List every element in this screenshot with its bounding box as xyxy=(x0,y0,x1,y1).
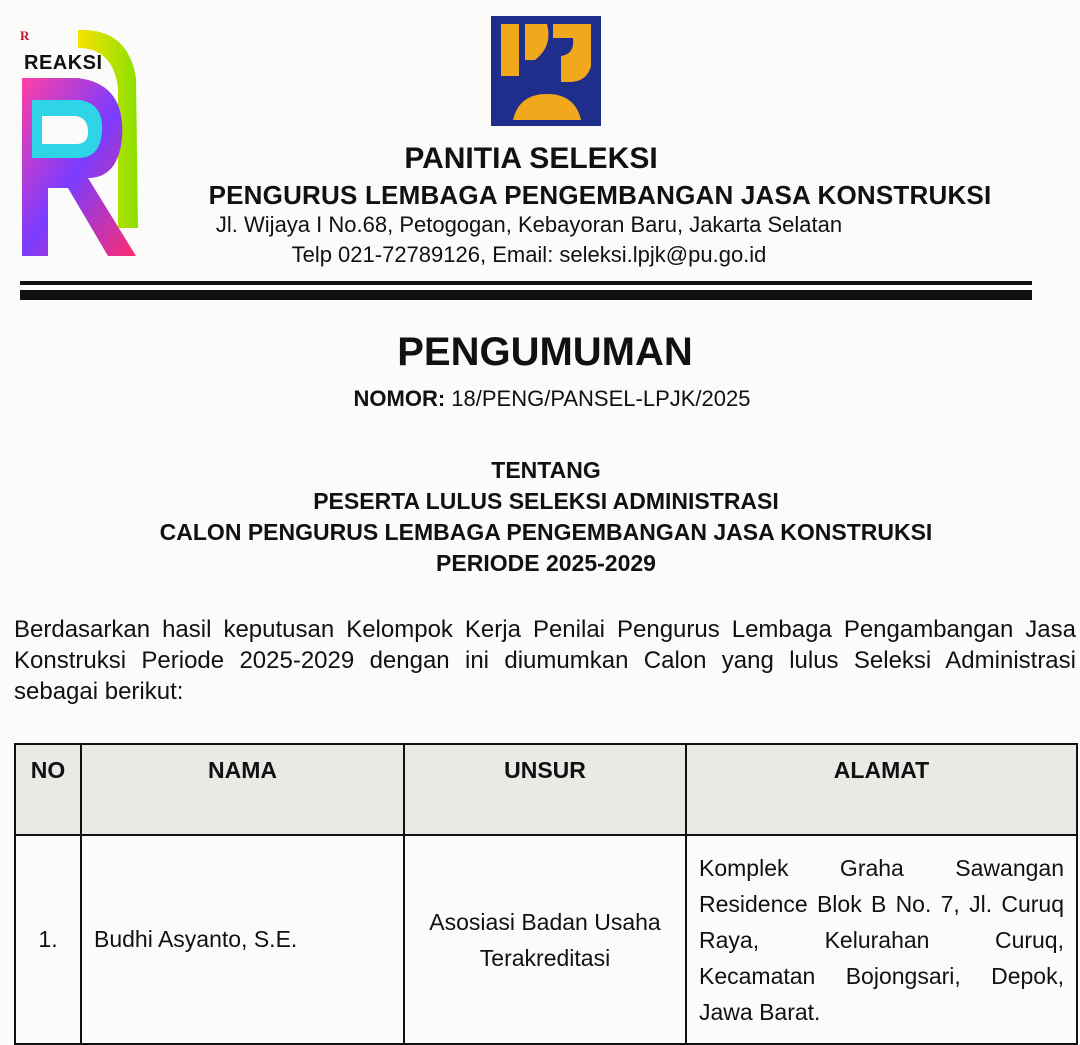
committee-subtitle: PENGURUS LEMBAGA PENGEMBANGAN JASA KONSTRUKSI xyxy=(208,180,992,210)
header-unsur: UNSUR xyxy=(404,744,686,835)
pu-ministry-logo xyxy=(491,16,601,126)
cell-alamat: Komplek Graha Sawangan Residence Blok B No. 7, Jl. Curuq Raya, Kelurahan Curuq, Kecamatan Bojongsari, Depok, Jawa Barat. xyxy=(686,835,1077,1044)
header-rule-thick xyxy=(20,290,1032,300)
about-line-4: PERIODE 2025-2029 xyxy=(436,550,656,576)
announcement-number xyxy=(0,386,1080,412)
committee-address: Jl. Wijaya I No.68, Petogogan, Kebayoran Baru, Jakarta Selatan xyxy=(215,212,843,237)
about-line-3: CALON PENGURUS LEMBAGA PENGEMBANGAN JASA KONSTRUKSI xyxy=(159,519,933,545)
cell-nama: Budhi Asyanto, S.E. xyxy=(81,835,404,1044)
announcement-body: Berdasarkan hasil keputusan Kelompok Kerja Penilai Pengurus Lembaga Pengambangan Jasa Konstruksi Periode 2025-2029 dengan ini diumumkan Calon yang lulus Seleksi Administrasi sebagai berikut: xyxy=(14,616,1076,705)
committee-contact: Telp 021-72789126, Email: seleksi.lpjk@pu.go.id xyxy=(291,242,767,267)
committee-title: PANITIA SELEKSI xyxy=(404,142,658,175)
table-row xyxy=(15,835,1077,1044)
header-rule-thin xyxy=(20,281,1032,285)
about-line-2: PESERTA LULUS SELEKSI ADMINISTRASI xyxy=(313,488,779,514)
header-nama: NAMA xyxy=(81,744,404,835)
announcement-number-label: NOMOR: xyxy=(353,386,446,411)
header-alamat: ALAMAT xyxy=(686,744,1077,835)
reaksi-badge: R xyxy=(20,28,30,43)
about-line-1: TENTANG xyxy=(491,457,601,483)
header-no: NO xyxy=(15,744,81,835)
participants-table xyxy=(14,743,1078,1045)
reaksi-brand-text: REAKSI xyxy=(24,52,103,74)
announcement-title: PENGUMUMAN xyxy=(397,330,693,374)
cell-no: 1. xyxy=(15,835,81,1044)
table-header-row xyxy=(15,744,1077,835)
cell-unsur: Asosiasi Badan Usaha Terakreditasi xyxy=(404,835,686,1044)
announcement-number-value: 18/PENG/PANSEL-LPJK/2025 xyxy=(451,386,751,411)
